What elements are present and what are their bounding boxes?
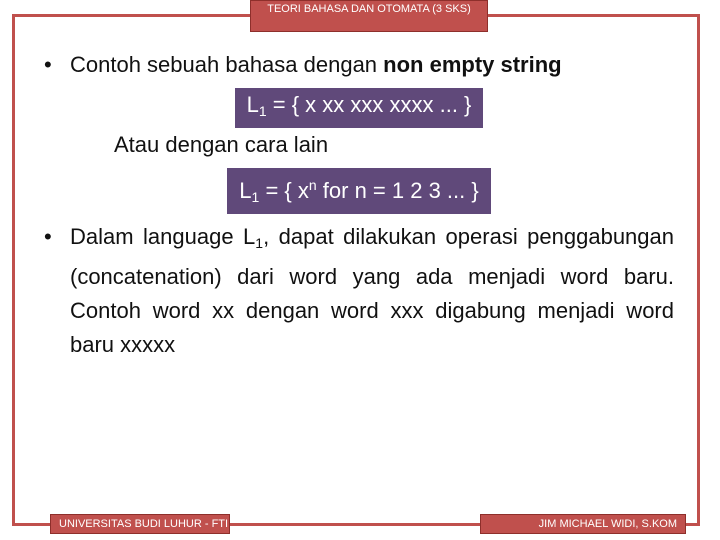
bullet-item-2 — [44, 220, 674, 362]
slide-content — [44, 48, 674, 362]
formula2-rhs: for n = 1 2 3 ... } — [316, 178, 479, 203]
bullet1-lead: Contoh sebuah bahasa dengan — [70, 52, 384, 77]
formula-row-2 — [44, 168, 674, 214]
formula2-mid: = { x — [259, 178, 309, 203]
formula-box-2 — [227, 168, 490, 214]
alt-text: Atau dengan cara lain — [114, 132, 329, 157]
formula1-rhs: = { x xx xxx xxxx ... } — [266, 92, 472, 117]
bullet2-sub: 1 — [255, 235, 264, 251]
formula2-lhs: L — [239, 178, 252, 203]
formula1-sub: 1 — [258, 103, 267, 119]
formula2-sup: n — [308, 177, 317, 193]
bullet-item-1 — [44, 48, 674, 82]
formula-box-1 — [235, 88, 484, 128]
bullet2-part2: , dapat dilakukan operasi penggabungan (concatenation) dari word yang ada menjadi word baru. Contoh word xx dengan word xxx digabung menjadi word baru xxxxx — [70, 224, 674, 357]
header-title: TEORI BAHASA DAN OTOMATA (3 SKS) — [250, 0, 488, 32]
formula2-sub: 1 — [251, 189, 260, 205]
formula-row-1 — [44, 88, 674, 128]
footer-left: UNIVERSITAS BUDI LUHUR - FTI — [50, 514, 230, 534]
bullet2-part1: Dalam language L — [70, 224, 256, 249]
formula1-lhs: L — [246, 92, 259, 117]
footer-right: JIM MICHAEL WIDI, S.KOM — [480, 514, 686, 534]
bullet1-bold: non empty string — [383, 52, 562, 77]
